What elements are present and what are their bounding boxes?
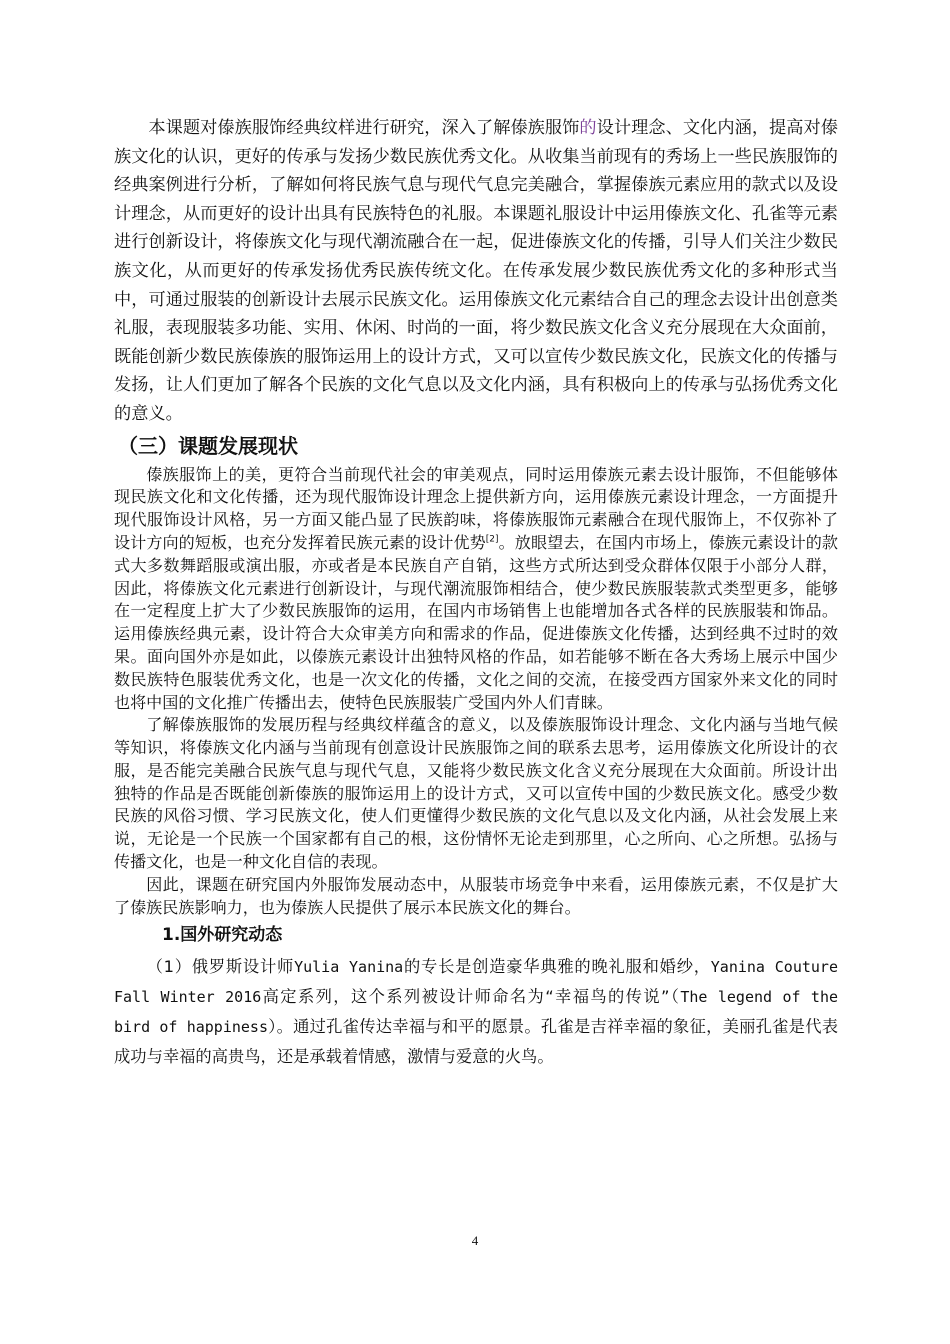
foreign-text-a: （1）俄罗斯设计师 [146,957,295,977]
status-paragraph-1 [114,464,838,715]
subsection-heading: 1.国外研究动态 [162,925,283,946]
foreign-text-c: 高定系列，这个系列被设计师命名为“幸福鸟的传说”（ [261,987,681,1007]
highlighted-char: 的 [579,118,597,138]
status-paragraph-3: 因此，课题在研究国内外服饰发展动态中，从服装市场竞争中来看，运用傣族元素，不仅是扩大了傣族民族影响力，也为傣族人民提供了展示本民族文化的舞台。 [114,874,838,917]
collection-name: Yanina Couture Fall Winter 2016 [114,958,838,1007]
foreign-text-d: ）。通过孔雀传达幸福与和平的愿景。孔雀是吉祥幸福的象征，美丽孔雀是代表成功与幸福的高贵鸟，还是承载着情感，激情与爱意的火鸟。 [114,1017,838,1067]
foreign-text-b: 的专长是创造豪华典雅的晚礼服和婚纱， [403,957,711,977]
citation-ref: [2] [485,534,499,545]
foreign-paragraph [114,952,838,1071]
english-title: The legend of the bird of happiness [114,988,839,1037]
intro-paragraph [114,114,838,429]
status-text-a: 傣族服饰上的美，更符合当前现代社会的审美观点，同时运用傣族元素去设计服饰，不但能够体现民族文化和文化传播，还为现代服饰设计理念上提供新方向，运用傣族元素设计理念，一方面提升现代服饰设计风格，另一方面又能凸显了民族韵味，将傣族服饰元素融合在现代服饰上，不仅弥补了设计方向的短板，也充分发挥着民族元素的设计优势 [114,464,838,552]
page-number: 4 [471,1233,479,1248]
intro-text-b: 设计理念、文化内涵，提高对傣族文化的认识，更好的传承与发扬少数民族优秀文化。从收集当前现有的秀场上一些民族服饰的经典案例进行分析，了解如何将民族气息与现代气息完美融合，掌握傣族元素应用的款式以及设计理念，从而更好的设计出具有民族特色的礼服。本课题礼服设计中运用傣族文化、孔雀等元素进行创新设计，将傣族文化与现代潮流融合在一起，促进傣族文化的传播，引导人们关注少数民族文化，从而更好的传承发扬优秀民族传统文化。在传承发展少数民族优秀文化的多种形式当中，可通过服装的创新设计去展示民族文化。运用傣族文化元素结合自己的理念去设计出创意类礼服，表现服装多功能、实用、休闲、时尚的一面，将少数民族文化含义充分展现在大众面前，既能创新少数民族傣族的服饰运用上的设计方式，又可以宣传少数民族文化，民族文化的传播与发扬，让人们更加了解各个民族的文化气息以及文化内涵，具有积极向上的传承与弘扬优秀文化的意义。 [114,118,838,424]
status-text-b: 。放眼望去，在国内市场上，傣族元素设计的款式大多数舞蹈服或演出服，亦或者是本民族自产自销，这些方式所达到受众群体仅限于小部分人群，因此，将傣族文化元素进行创新设计，与现代潮流服饰相结合，使少数民族服装款式类型更多，能够在一定程度上扩大了少数民族服饰的运用，在国内市场销售上也能增加各式各样的民族服装和饰品。运用傣族经典元素，设计符合大众审美方向和需求的作品，促进傣族文化传播，达到经典不过时的效果。面向国外亦是如此，以傣族元素设计出独特风格的作品，如若能够不断在各大秀场上展示中国少数民族特色服装优秀文化，也是一次文化的传播，文化之间的交流，在接受西方国家外来文化的同时也将中国的文化推广传播出去，使特色民族服装广受国内外人们青睐。 [114,532,839,712]
designer-name: Yulia Yanina [294,958,404,977]
section-heading: （三）课题发展现状 [118,433,298,458]
page-content [114,114,838,1071]
status-paragraph-2: 了解傣族服饰的发展历程与经典纹样蕴含的意义，以及傣族服饰设计理念、文化内涵与当地气候等知识，将傣族文化内涵与当前现有创意设计民族服饰之间的联系去思考，运用傣族文化所设计的衣服，是否能完美融合民族气息与现代气息，又能将少数民族文化含义充分展现在大众面前。所设计出独特的作品是否既能创新傣族的服饰运用上的设计方式，又可以宣传中国的少数民族文化。感受少数民族的风俗习惯、学习民族文化，使人们更懂得少数民族的文化气息以及文化内涵，从社会发展上来说，无论是一个民族一个国家都有自己的根，这份情怀无论走到那里，心之所向、心之所想。弘扬与传播文化，也是一种文化自信的表现。 [114,715,838,872]
intro-text-a: 本课题对傣族服饰经典纹样进行研究，深入了解傣族服饰 [148,118,580,138]
